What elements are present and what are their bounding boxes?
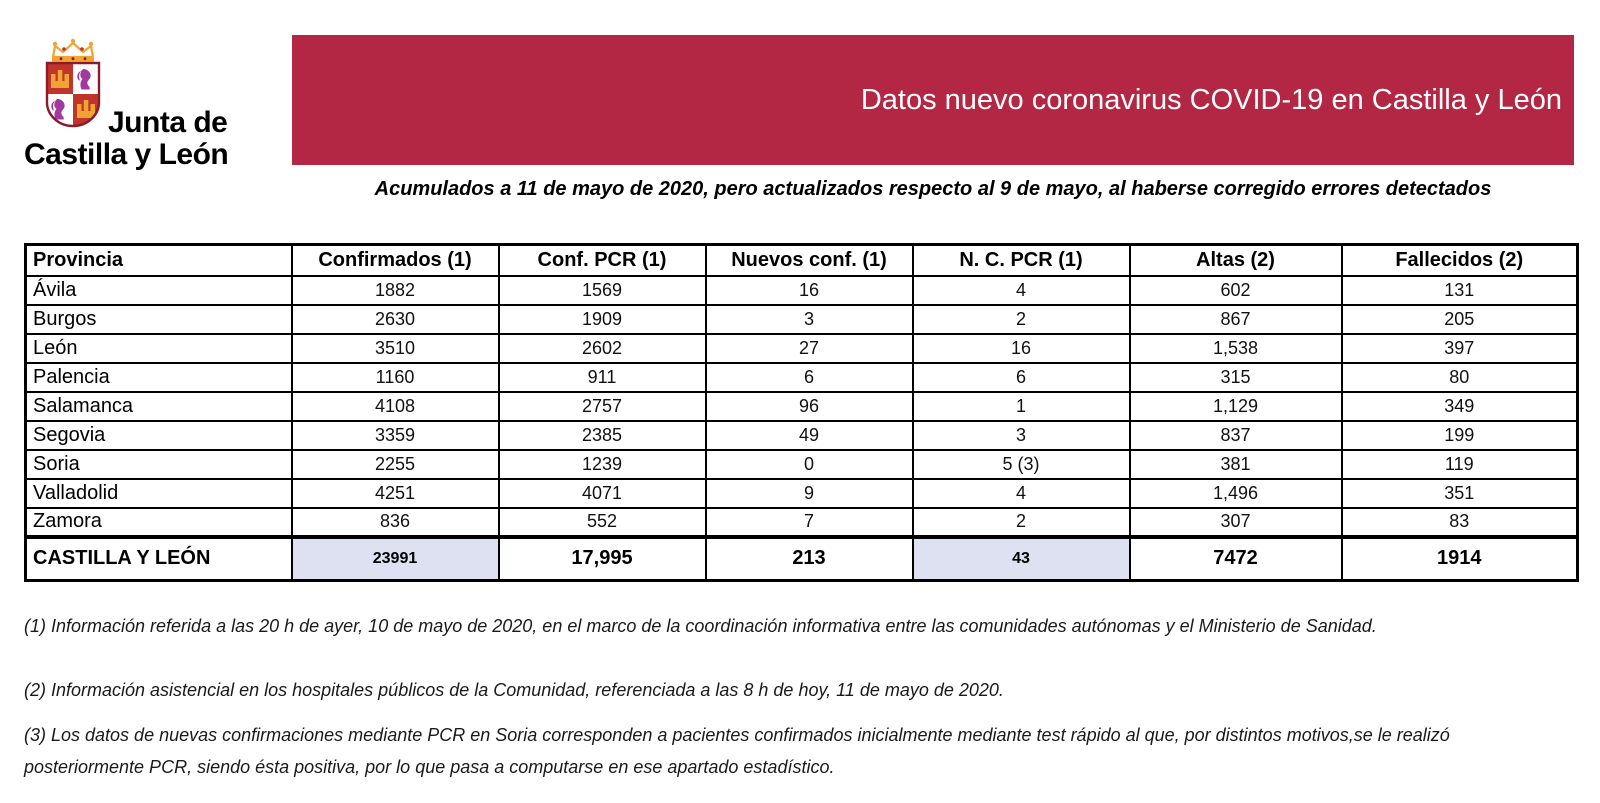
value-cell: 7: [706, 508, 913, 537]
logo-text-line2: Castilla y León: [24, 138, 229, 171]
value-cell: 9: [706, 479, 913, 508]
total-value-cell: 23991: [292, 537, 499, 581]
value-cell: 2385: [499, 421, 706, 450]
title-banner: [292, 35, 1574, 165]
table-container: [24, 243, 1579, 582]
value-cell: 351: [1342, 479, 1578, 508]
page-title: Datos nuevo coronavirus COVID-19 en Castilla y León: [860, 83, 1562, 116]
value-cell: 119: [1342, 450, 1578, 479]
total-value-cell: 17,995: [499, 537, 706, 581]
value-cell: 1,538: [1130, 334, 1342, 363]
value-cell: 836: [292, 508, 499, 537]
value-cell: 1909: [499, 305, 706, 334]
table-body: [26, 276, 1578, 537]
value-cell: 2630: [292, 305, 499, 334]
subtitle: Acumulados a 11 de mayo de 2020, pero actualizados respecto al 9 de mayo, al haberse corregido errores detectados: [374, 178, 1492, 200]
column-header: Provincia: [26, 245, 292, 276]
covid-data-table: [24, 243, 1579, 582]
column-header: Nuevos conf. (1): [706, 245, 913, 276]
column-header: Confirmados (1): [292, 245, 499, 276]
footnote-1: (1) Información referida a las 20 h de ayer, 10 de mayo de 2020, en el marco de la coordinación informativa entre las comunidades autónomas y el Ministerio de Sanidad.: [24, 616, 1377, 636]
table-row: [26, 479, 1578, 508]
total-value-cell: 43: [913, 537, 1130, 581]
value-cell: 552: [499, 508, 706, 537]
value-cell: 131: [1342, 276, 1578, 305]
table-row: [26, 392, 1578, 421]
table-header-row: [26, 245, 1578, 276]
value-cell: 49: [706, 421, 913, 450]
junta-castilla-leon-logo: [22, 36, 272, 171]
province-cell: León: [26, 334, 292, 363]
value-cell: 199: [1342, 421, 1578, 450]
footnote-3: (3) Los datos de nuevas confirmaciones mediante PCR en Soria corresponden a pacientes confirmados inicialmente mediante test rápido al que, por distintos motivos,se le realizó posteriormente PCR, siendo ésta positiva, por lo que pasa a computarse en ese apartado estadístico.: [24, 724, 1450, 778]
value-cell: 1569: [499, 276, 706, 305]
value-cell: 2757: [499, 392, 706, 421]
value-cell: 83: [1342, 508, 1578, 537]
value-cell: 2602: [499, 334, 706, 363]
value-cell: 27: [706, 334, 913, 363]
column-header: Fallecidos (2): [1342, 245, 1578, 276]
table-row: [26, 450, 1578, 479]
value-cell: 1882: [292, 276, 499, 305]
province-cell: Zamora: [26, 508, 292, 537]
value-cell: 602: [1130, 276, 1342, 305]
shield-icon: [47, 63, 99, 126]
province-cell: Salamanca: [26, 392, 292, 421]
province-cell: Ávila: [26, 276, 292, 305]
value-cell: 1,496: [1130, 479, 1342, 508]
province-cell: Burgos: [26, 305, 292, 334]
coat-of-arms-icon: [40, 36, 106, 130]
value-cell: 1,129: [1130, 392, 1342, 421]
value-cell: 1239: [499, 450, 706, 479]
value-cell: 6: [913, 363, 1130, 392]
total-value-cell: 7472: [1130, 537, 1342, 581]
value-cell: 3510: [292, 334, 499, 363]
logo-text-line1: Junta de: [108, 106, 228, 139]
value-cell: 315: [1130, 363, 1342, 392]
value-cell: 1160: [292, 363, 499, 392]
value-cell: 96: [706, 392, 913, 421]
value-cell: 16: [706, 276, 913, 305]
value-cell: 2255: [292, 450, 499, 479]
value-cell: 3: [913, 421, 1130, 450]
value-cell: 3: [706, 305, 913, 334]
total-label-cell: CASTILLA Y LEÓN: [26, 537, 292, 581]
value-cell: 4251: [292, 479, 499, 508]
value-cell: 381: [1130, 450, 1342, 479]
province-cell: Segovia: [26, 421, 292, 450]
footnotes: [24, 610, 1556, 784]
value-cell: 4: [913, 276, 1130, 305]
table-row: [26, 305, 1578, 334]
value-cell: 3359: [292, 421, 499, 450]
total-value-cell: 1914: [1342, 537, 1578, 581]
crown-icon: [52, 39, 94, 62]
province-cell: Valladolid: [26, 479, 292, 508]
table-total-row: [26, 537, 1578, 581]
value-cell: 4108: [292, 392, 499, 421]
value-cell: 80: [1342, 363, 1578, 392]
province-cell: Soria: [26, 450, 292, 479]
table-row: [26, 363, 1578, 392]
column-header: N. C. PCR (1): [913, 245, 1130, 276]
value-cell: 349: [1342, 392, 1578, 421]
footnote-2: (2) Información asistencial en los hospitales públicos de la Comunidad, referenciada a las 8 h de hoy, 11 de mayo de 2020.: [24, 680, 1004, 701]
value-cell: 4: [913, 479, 1130, 508]
value-cell: 1: [913, 392, 1130, 421]
value-cell: 5 (3): [913, 450, 1130, 479]
value-cell: 911: [499, 363, 706, 392]
column-header: Altas (2): [1130, 245, 1342, 276]
column-header: Conf. PCR (1): [499, 245, 706, 276]
value-cell: 205: [1342, 305, 1578, 334]
value-cell: 6: [706, 363, 913, 392]
value-cell: 867: [1130, 305, 1342, 334]
table-row: [26, 421, 1578, 450]
table-row: [26, 276, 1578, 305]
value-cell: 16: [913, 334, 1130, 363]
value-cell: 837: [1130, 421, 1342, 450]
table-row: [26, 508, 1578, 537]
value-cell: 397: [1342, 334, 1578, 363]
table-row: [26, 334, 1578, 363]
value-cell: 4071: [499, 479, 706, 508]
value-cell: 0: [706, 450, 913, 479]
value-cell: 2: [913, 305, 1130, 334]
total-value-cell: 213: [706, 537, 913, 581]
value-cell: 307: [1130, 508, 1342, 537]
province-cell: Palencia: [26, 363, 292, 392]
value-cell: 2: [913, 508, 1130, 537]
